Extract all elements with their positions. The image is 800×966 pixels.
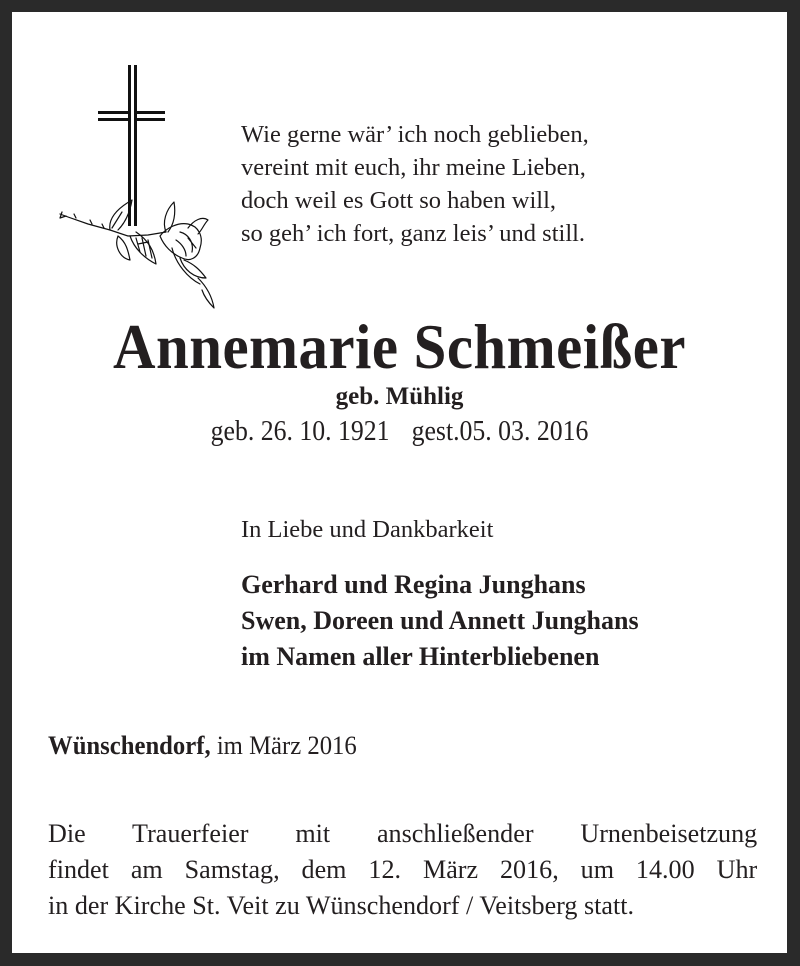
maiden-name: geb. Mühlig bbox=[335, 383, 464, 410]
obituary-notice bbox=[12, 12, 787, 953]
place-date: im März 2016 bbox=[210, 731, 357, 760]
place-town: Wünschendorf, bbox=[48, 731, 211, 760]
death-date: gest.05. 03. 2016 bbox=[411, 416, 589, 447]
deceased-name: Annemarie Schmeißer bbox=[113, 311, 686, 382]
poem-line: so geh’ ich fort, ganz leis’ und still. bbox=[241, 220, 586, 247]
poem-line: doch weil es Gott so haben will, bbox=[241, 187, 557, 214]
memorial-poem bbox=[241, 118, 589, 250]
funeral-service-info bbox=[48, 815, 757, 923]
mourner-line: im Namen aller Hinterbliebenen bbox=[241, 642, 600, 671]
gratitude-line: In Liebe und Dankbarkeit bbox=[241, 516, 494, 543]
place-and-date bbox=[48, 730, 357, 762]
poem-line: Wie gerne wär’ ich noch geblieben, bbox=[241, 121, 589, 148]
service-line: Die Trauerfeier mit anschließender Urnenbeisetzung bbox=[48, 818, 758, 848]
mourner-line: Gerhard und Regina Junghans bbox=[241, 570, 586, 599]
cross-with-rose-icon bbox=[48, 52, 228, 312]
service-line: in der Kirche St. Veit zu Wünschendorf / Veitsberg statt. bbox=[48, 890, 634, 920]
service-line: findet am Samstag, dem 12. März 2016, um 14.00 Uhr bbox=[48, 854, 758, 884]
mourners-list bbox=[241, 567, 639, 675]
life-dates bbox=[43, 415, 756, 449]
poem-line: vereint mit euch, ihr meine Lieben, bbox=[241, 154, 586, 181]
mourner-line: Swen, Doreen und Annett Junghans bbox=[241, 606, 639, 635]
birth-date: geb. 26. 10. 1921 bbox=[210, 416, 390, 447]
